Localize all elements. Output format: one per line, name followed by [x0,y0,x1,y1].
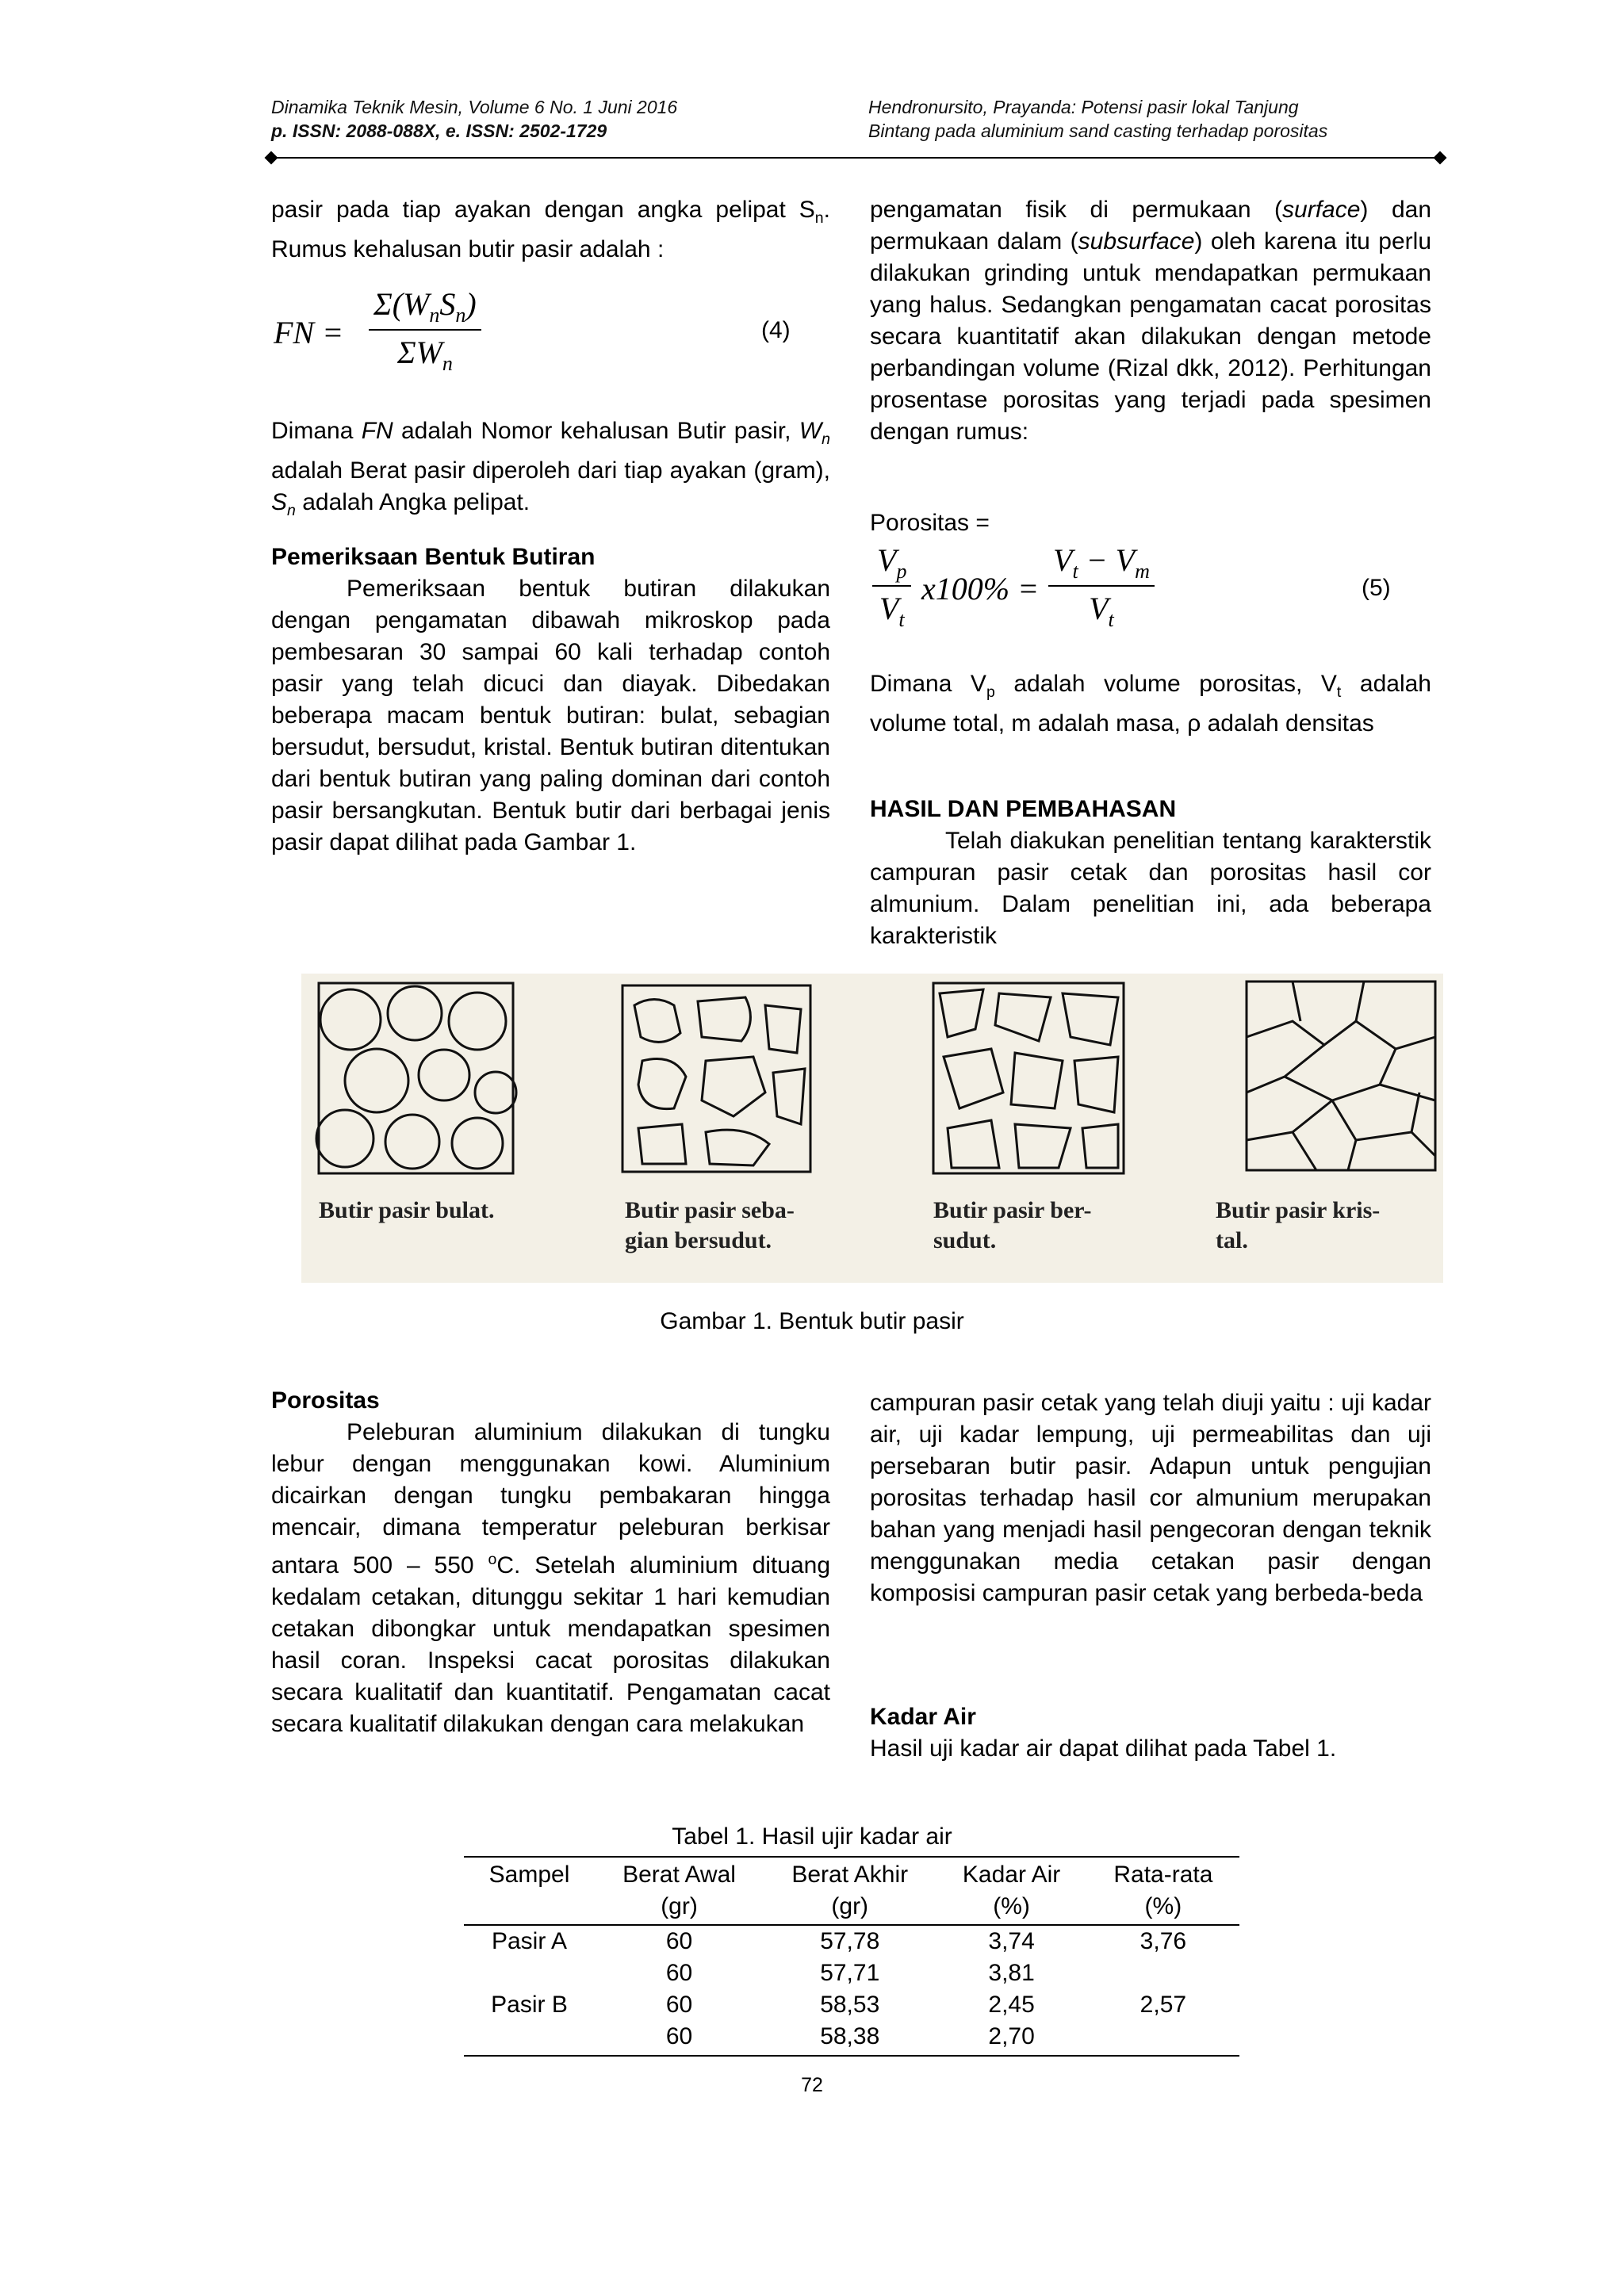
grain [638,1124,686,1164]
eq4-numerator: $\Sigma(W_nS_n)$ [369,285,481,331]
heading-bentuk-butiran: Pemeriksaan Bentuk Butiran [271,544,596,570]
grain [706,1130,769,1165]
grain [773,1069,805,1124]
caption-bersudut: Butir pasir ber- sudut. [933,1197,1092,1253]
right-column-where [870,668,1431,740]
table-top-rule [464,1856,1239,1858]
porositas-paragraph: Peleburan aluminium dilakukan di tungku lebur dengan menggunakan kowi. Aluminium dicairkan dengan tungku pembakaran hingga mencair, dimana temperatur peleburan berkisar antara 500 – 550 $^o$C. Setelah aluminium dituang kedalam cetakan, ditunggu sekitar 1 hari kemudian cetakan dibongkar untuk mendapatkan spesimen hasil coran. Inspeksi cacat porositas dilakukan secara kualitatif dan kuantitatif. Pengamatan cacat secara kualitatif dilakukan dengan cara melakukan [271,1419,830,1737]
grain [995,993,1051,1041]
right-column-hasil [870,794,1431,952]
article-title-line1: Hendronursito, Prayanda: Potensi pasir lokal Tanjung [868,97,1299,117]
grain [948,1120,999,1168]
table-row: Pasir B 60 58,53 2,45 2,57 [491,1992,1187,2018]
intro-paragraph: pasir pada tiap ayakan dengan angka pelipat $S_n$. Rumus kehalusan butir pasir adalah : [271,197,830,262]
right-column-kadar [870,1701,1431,1765]
grain [320,989,381,1050]
journal-title: Dinamika Teknik Mesin, Volume 6 No. 1 Juni 2016 [271,97,678,117]
table-header-row [464,1859,1239,1891]
eq5-number: (5) [1362,575,1391,601]
panel-kristal-frame [1247,982,1435,1170]
grain [419,1050,469,1100]
table-row: Pasir A 60 57,78 3,74 3,76 [491,1928,1187,1954]
grain [1356,982,1364,1021]
heading-hasil: HASIL DAN PEMBAHASAN [870,796,1177,822]
campuran-paragraph: campuran pasir cetak yang telah diuji yaitu : uji kadar air, uji kadar lempung, uji permeabilitas dan uji persebaran butir pasir. Adapun untuk pengujian porositas terhadap hasil cor almunium merupakan bahan yang menjadi hasil pengecoran dengan teknik menggunakan media cetakan pasir dengan komposisi campuran pasir cetak yang berbeda-beda [870,1390,1431,1606]
bentuk-paragraph: Pemeriksaan bentuk butiran dilakukan dengan pengamatan dibawah mikroskop pada pembesaran 30 sampai 60 kali terhadap contoh pasir yang telah dicuci dan diayak. Dibedakan beberapa macam bentuk butiran: bulat, sebagian bersudut, bersudut, kristal. Bentuk butiran ditentukan dari bentuk butiran yang paling dominan dari contoh pasir bersangkutan. Bentuk butir dari berbagai jenis pasir dapat dilihat pada Gambar 1. [271,576,830,855]
col-unit: (%) [993,1893,1030,1919]
table-row: 60 58,38 2,70 [665,2023,1035,2049]
eq5-mid: x100% = [921,571,1040,607]
table-header-units-row [464,1891,1239,1923]
pengamatan-paragraph: pengamatan fisik di permukaan (surface) dan permukaan dalam (subsurface) oleh karena itu perlu dilakukan grinding untuk mendapatkan permukaan yang halus. Sedangkan pengamatan cacat porositas secara kuantitatif akan dilakukan dengan metode perbandingan volume (Rizal dkk, 2012). Perhitungan prosentase porositas yang terjadi pada spesimen dengan rumus: [870,197,1431,445]
figure-1 [301,974,1443,1283]
grain [452,1118,503,1169]
eq4-fraction [369,285,481,376]
eq4-number: (4) [761,317,791,343]
col-unit: (%) [1144,1893,1182,1919]
grain [1063,993,1118,1045]
grain [702,1057,765,1116]
grain [698,997,750,1041]
eq5-right-fraction: $\frac{V_t - V_m}{V_t}$ [1048,541,1155,632]
equation-5 [872,541,1427,637]
rule-diamond-right [1434,151,1447,165]
kadar-paragraph: Hasil uji kadar air dapat dilihat pada Tabel 1. [870,1735,1337,1762]
grain [944,1049,1003,1108]
grain [940,989,983,1037]
eq5-left-fraction: $\frac{V_p}{V_t}$ [872,541,911,632]
col-header: Kadar Air [962,1862,1061,1888]
col-header: Berat Akhir [791,1862,909,1888]
figure-caption: Gambar 1. Bentuk butir pasir [660,1308,964,1334]
panel-sebagian-bersudut-frame [622,985,810,1172]
heading-kadar-air: Kadar Air [870,1704,976,1730]
eq4-denominator: $\Sigma W_n$ [396,335,453,375]
right-column-top [870,194,1431,448]
article-title-line2: Bintang pada aluminium sand casting terhadap porositas [868,121,1328,141]
grain [1411,1093,1419,1132]
caption-bulat: Butir pasir bulat. [319,1197,495,1223]
grain [1247,1021,1435,1049]
kadar-air-table [464,1859,1239,2053]
eq4-lhs: FN = [274,315,344,350]
grain [1015,1124,1071,1168]
panel-bersudut-frame [933,983,1124,1173]
page-number: 72 [801,2074,823,2096]
grain [345,1049,408,1112]
vp-definition: Dimana $V_p$ adalah volume porositas, $V_t$ adalah volume total, m adalah masa, ρ adalah densitas [870,671,1431,737]
col-header: Berat Awal [622,1862,736,1888]
grain [765,1005,801,1053]
grain [1082,1124,1118,1168]
grain [634,1000,680,1043]
right-column-campuran [870,1387,1431,1609]
issn-line: p. ISSN: 2088-088X, e. ISSN: 2502-1729 [271,121,607,141]
fn-definition: Dimana FN adalah Nomor kehalusan Butir pasir, $W_n$ adalah Berat pasir diperoleh dari tiap ayakan (gram), $S_n$ adalah Angka pelipat. [271,418,830,519]
col-unit [464,1891,595,1923]
grain [385,1115,439,1169]
grain [475,1072,516,1113]
col-header: Rata-rata [1113,1862,1213,1888]
header-left [271,95,677,143]
header-rule [271,157,1441,159]
grain [1011,1053,1063,1108]
porositas-label: Porositas = [870,510,990,536]
grain [638,1059,686,1109]
left-column-where [271,415,830,526]
left-column-porositas [271,1385,830,1740]
left-column-bentuk [271,541,830,859]
col-unit: (gr) [661,1893,698,1919]
caption-kristal: Butir pasir kris- tal. [1216,1197,1381,1253]
grain [1247,1100,1435,1170]
grain [449,993,506,1050]
grain [316,1110,373,1167]
caption-sebagian-bersudut: Butir pasir seba- gian bersudut. [625,1197,795,1253]
grain [1074,1057,1118,1112]
table-bottom-rule [464,2055,1239,2057]
equation-4 [274,285,797,381]
header-right [868,95,1327,143]
table-row: 60 57,71 3,81 [665,1960,1035,1986]
heading-porositas: Porositas [271,1387,380,1414]
hasil-paragraph: Telah diakukan penelitian tentang karakterstik campuran pasir cetak dan porositas hasil cor almunium. Dalam penelitian ini, ada beberapa karakteristik [870,828,1431,949]
grain [1293,982,1300,1021]
col-header: Sampel [488,1862,570,1888]
grain [1247,1045,1435,1100]
left-column-top [271,194,830,266]
col-unit: (gr) [831,1893,869,1919]
grain [388,986,442,1040]
panel-bulat-frame [319,983,513,1173]
table-title: Tabel 1. Hasil ujir kadar air [672,1823,952,1850]
sand-grain-diagrams [301,974,1443,1180]
